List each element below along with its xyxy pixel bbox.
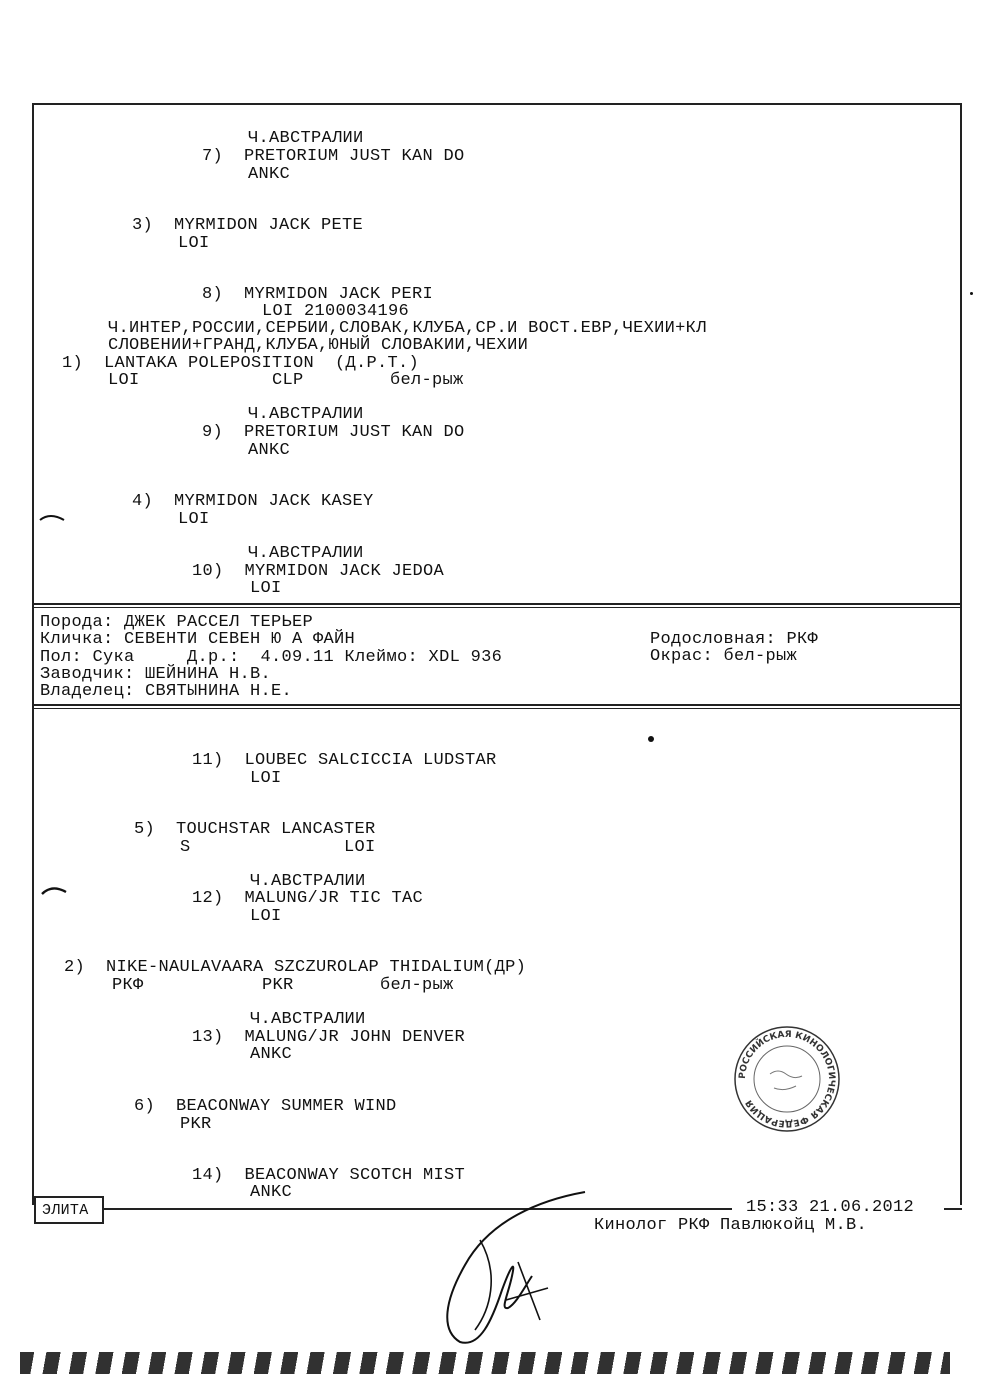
ancestor-14-registry: ANKC — [250, 1183, 293, 1202]
ancestor-10-registry: LOI — [250, 579, 282, 598]
ancestor-13-registry: ANKC — [250, 1045, 293, 1064]
handwritten-signature — [420, 1180, 620, 1350]
ancestor-7-title: Ч.АВСТРАЛИИ — [248, 129, 364, 148]
svg-text:РОССИЙСКАЯ КИНОЛОГИЧЕСКАЯ ФЕДЕ — [738, 1030, 836, 1128]
ancestor-11-name: 11) LOUBEC SALCICCIA LUDSTAR — [192, 751, 497, 770]
sire-registry: LOI — [108, 371, 140, 390]
ancestor-4-registry: LOI — [178, 510, 210, 529]
scan-dot-1 — [648, 736, 654, 742]
breeder-field: Заводчик: ШЕЙНИНА Н.В. — [40, 665, 272, 684]
info-top-rule — [32, 603, 962, 605]
ancestor-7-registry: ANKC — [248, 165, 291, 184]
ancestor-10-name: 10) MYRMIDON JACK JEDOA — [192, 562, 445, 581]
ancestor-5-name: 5) TOUCHSTAR LANCASTER — [134, 820, 376, 839]
ancestor-3-name: 3) MYRMIDON JACK PETE — [132, 216, 364, 235]
ancestor-9-title: Ч.АВСТРАЛИИ — [248, 405, 364, 424]
info-bottom-rule-2 — [32, 708, 962, 709]
sex-birth-field: Пол: Сука Д.р.: 4.09.11 Клеймо: XDL 936 — [40, 648, 503, 667]
ancestor-13-title: Ч.АВСТРАЛИИ — [250, 1010, 366, 1029]
scan-mark-left-2 — [40, 884, 70, 898]
stamp-text: РОССИЙСКАЯ КИНОЛОГИЧЕСКАЯ ФЕДЕРАЦИЯ — [737, 1029, 837, 1129]
dog-name-field: Кличка: СЕВЕНТИ СЕВЕН Ю А ФАЙН — [40, 630, 356, 649]
scan-mark-left-1 — [38, 512, 68, 524]
footer-rule-right — [944, 1208, 962, 1210]
ancestor-4-name: 4) MYRMIDON JACK KASEY — [132, 492, 374, 511]
footer-rule-left — [104, 1208, 732, 1210]
ancestor-13-name: 13) MALUNG/JR JOHN DENVER — [192, 1028, 466, 1047]
ancestor-7-name: 7) PRETORIUM JUST KAN DO — [202, 147, 465, 166]
ancestor-8-titles-2: СЛОВЕНИИ+ГРАНД,КЛУБА,ЮНЫЙ СЛОВАКИИ,ЧЕХИИ — [108, 336, 529, 355]
ancestor-9-name: 9) PRETORIUM JUST KAN DO — [202, 423, 465, 442]
ancestor-11-registry: LOI — [250, 769, 282, 788]
sire-color: бел-рыж — [390, 371, 464, 390]
ancestor-5-code: S — [180, 838, 191, 857]
sire-code: CLP — [272, 371, 304, 390]
ancestor-8-name: 8) MYRMIDON JACK PERI — [202, 285, 434, 304]
ancestor-6-registry: PKR — [180, 1115, 212, 1134]
ancestor-10-title: Ч.АВСТРАЛИИ — [248, 544, 364, 563]
ancestor-12-name: 12) MALUNG/JR TIC TAC — [192, 889, 424, 908]
ancestor-8-titles-1: Ч.ИНТЕР,РОССИИ,СЕРБИИ,СЛОВАК,КЛУБА,СР.И ВОСТ.ЕВР,ЧЕХИИ+КЛ — [108, 319, 707, 338]
breed-field: Порода: ДЖЕК РАССЕЛ ТЕРЬЕР — [40, 613, 314, 632]
ancestor-8-registry: LOI 2100034196 — [262, 302, 410, 321]
print-datetime: 15:33 21.06.2012 — [746, 1198, 915, 1217]
dam-registry: РКФ — [112, 976, 144, 995]
ancestor-14-name: 14) BEACONWAY SCOTCH MIST — [192, 1166, 466, 1185]
info-bottom-rule — [32, 704, 962, 706]
scan-dot-2 — [970, 292, 973, 295]
scan-edge-artifact — [20, 1352, 950, 1374]
ancestor-5-registry: LOI — [344, 838, 376, 857]
elite-badge — [34, 1196, 104, 1224]
pedigree-field: Родословная: РКФ — [650, 630, 819, 649]
ancestor-12-registry: LOI — [250, 907, 282, 926]
dam-name: 2) NIKE-NAULAVAARA SZCZUROLAP THIDALIUM(ДР) — [64, 958, 527, 977]
ancestor-3-registry: LOI — [178, 234, 210, 253]
sire-name: 1) LANTAKA POLEPOSITION (Д.Р.Т.) — [62, 354, 420, 373]
info-top-rule-2 — [32, 607, 962, 608]
dam-color: бел-рыж — [380, 976, 454, 995]
ancestor-6-name: 6) BEACONWAY SUMMER WIND — [134, 1097, 397, 1116]
dam-code: PKR — [262, 976, 294, 995]
cynologist-signature-line: Кинолог РКФ Павлюкойц М.В. — [594, 1216, 868, 1235]
rkf-stamp — [730, 1022, 844, 1136]
ancestor-12-title: Ч.АВСТРАЛИИ — [250, 872, 366, 891]
color-field: Окрас: бел-рыж — [650, 647, 798, 666]
owner-field: Владелец: СВЯТЫНИНА Н.Е. — [40, 682, 293, 701]
ancestor-9-registry: ANKC — [248, 441, 291, 460]
elite-label: ЭЛИТА — [42, 1202, 89, 1219]
